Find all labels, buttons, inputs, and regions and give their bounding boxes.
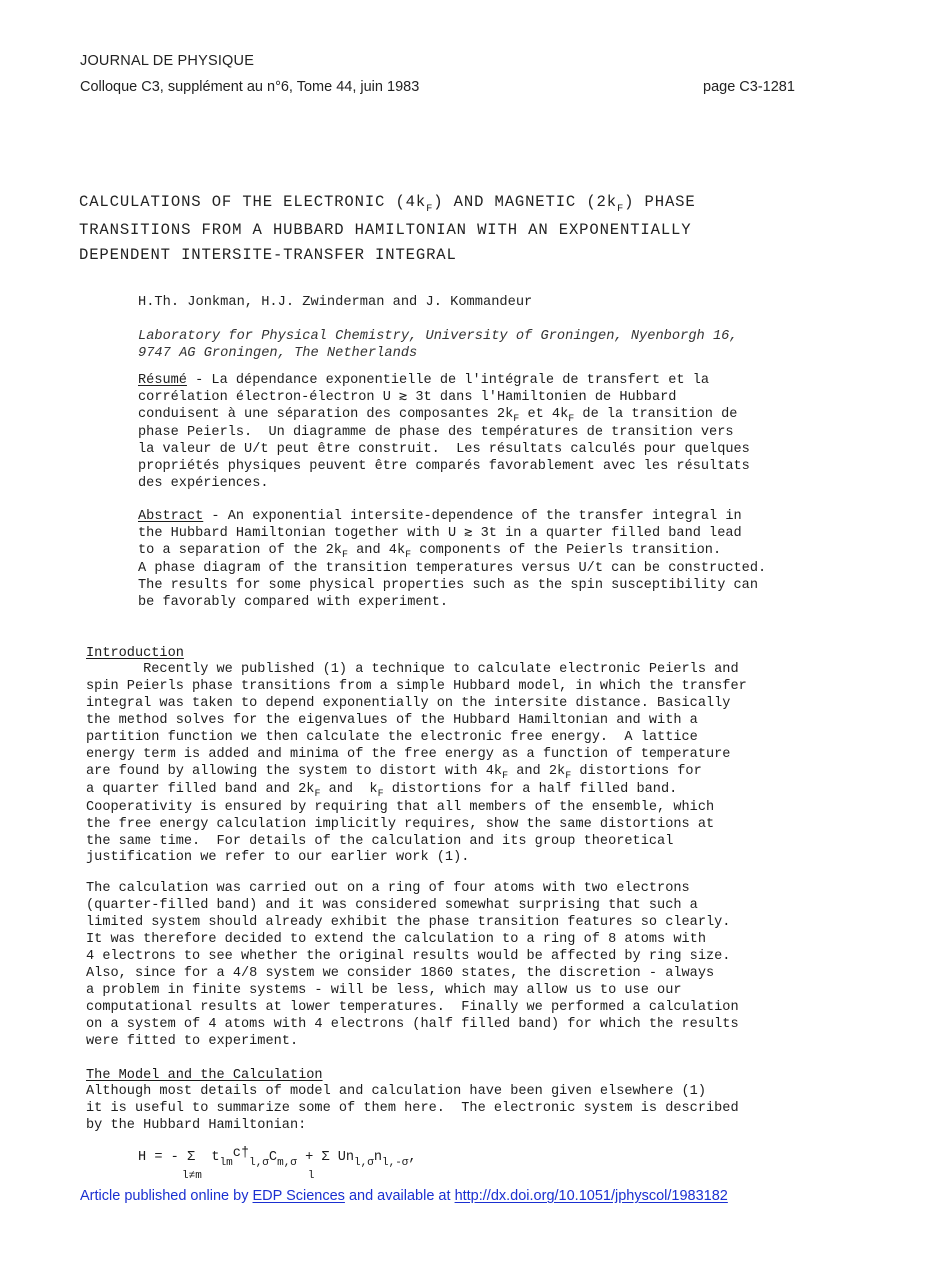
footer-middle: and available at xyxy=(344,1188,455,1204)
model-heading: The Model and the Calculation xyxy=(86,1068,323,1083)
resume-label: Résumé xyxy=(138,373,187,388)
eq-c-subscript: l,σ xyxy=(249,1157,269,1169)
affiliation-line2: 9747 AG Groningen, The Netherlands xyxy=(138,346,418,361)
page-reference: page C3-1281 xyxy=(703,79,795,95)
eq-c-dagger: c† xyxy=(232,1146,250,1161)
eq-tail: , xyxy=(408,1150,417,1165)
abstract-label: Abstract xyxy=(138,509,204,524)
title-line1-c: ) PHASE xyxy=(624,193,696,211)
eq-n-subscript-1: l,σ xyxy=(354,1157,374,1169)
doi-link[interactable]: http://dx.doi.org/10.1051/jphyscol/1983182 xyxy=(454,1188,728,1204)
title-line2: TRANSITIONS FROM A HUBBARD HAMILTONIAN WITH AN EXPONENTIALLY xyxy=(79,220,692,239)
paper-title xyxy=(79,190,696,269)
affiliation-line1: Laboratory for Physical Chemistry, University of Groningen, Nyenborgh 16, xyxy=(138,329,738,344)
eq-n-subscript-2: l,-σ xyxy=(382,1157,409,1169)
eq-c: C xyxy=(268,1150,278,1165)
subscript-f: F xyxy=(502,770,509,782)
eq-sum2-index: l xyxy=(307,1170,315,1182)
subscript-f: F xyxy=(314,788,321,800)
footer-prefix: Article published online by xyxy=(80,1188,253,1204)
title-line1-b: ) AND MAGNETIC (2k xyxy=(433,193,617,211)
title-line1-a: CALCULATIONS OF THE ELECTRONIC (4k xyxy=(79,193,427,211)
eq-c2-subscript: m,σ xyxy=(277,1157,297,1169)
subscript-f: F xyxy=(341,549,348,561)
authors: H.Th. Jonkman, H.J. Zwinderman and J. Kommandeur xyxy=(138,295,533,310)
title-line3: DEPENDENT INTERSITE-TRANSFER INTEGRAL xyxy=(79,246,457,264)
model-paragraph: Although most details of model and calculation have been given elsewhere (1) it is useful to summarize some of them here. The electronic system is described by the Hubbard Hamiltonian: xyxy=(86,1084,739,1133)
title-subscript-f-1: F xyxy=(426,203,434,215)
subscript-f: F xyxy=(513,413,520,425)
subscript-f: F xyxy=(565,770,572,782)
introduction-paragraph-2: The calculation was carried out on a ring of four atoms with two electrons (quarter-filled band) and it was considered somewhat surprising that such a limited system should already exhibit the phase transition features so clearly. It was therefore decided to extend the calculation to a ring of 8 atoms with 4 electrons to see whether the original results would be affected by ring size. Also, since for a 4/8 system we consider 1860 states, the discretion - always a problem in finite systems - will be less, which may allow us to use our computational results at lower temperatures. Finally we performed a calculation on a system of 4 atoms with 4 electrons (half filled band) for which the results were fitted to experiment. xyxy=(86,881,739,1049)
eq-t-subscript: lm xyxy=(219,1157,233,1169)
title-subscript-f-2: F xyxy=(616,203,625,215)
resume-text: - La dépendance exponentielle de l'intégrale de transfert et la corrélation électron-électron U ≳ 3t dans l'Hamiltonien de Hubbard conduisent à une séparation des composantes $2k_F$ et $4k_F$ de la transition de phase Peierls. Un diagramme de phase des températures de transition vers la valeur de U/t peut être construit. Les résultats calculés pour quelques propriétés physiques peuvent être comparés favorablement avec les résultats des expériences. xyxy=(138,373,750,491)
hubbard-equation xyxy=(138,1146,417,1182)
eq-sum1-index: l≠m xyxy=(182,1170,202,1182)
abstract-text: - An exponential intersite-dependence of the transfer integral in the Hubbard Hamiltonian together with U ≳ 3t in a quarter filled band lead to a separation of the $2k_F$ and $4k_F$ components of the Peierls transition. A phase diagram of the transition temperatures versus U/t can be constructed. The results for some physical properties such as the spin susceptibility can be favorably compared with experiment. xyxy=(138,509,767,610)
introduction-heading: Introduction xyxy=(86,646,184,661)
introduction-paragraph-1: Recently we published (1) a technique to calculate electronic Peierls and spin Peierls phase transitions from a simple Hubbard model, in which the transfer integral was taken to depend exponentially on the intersite distance. Basically the method solves for the eigenvalues of the Hubbard Hamiltonian and with a partition function we then calculate the electronic free energy. A lattice energy term is added and minima of the free energy as a function of temperature are found by allowing the system to distort with $4k_F$ and $2k_F$ distortions for a quarter filled band and $2k_F$ and $k_F$ distortions for a half filled band. Cooperativity is ensured by requiring that all members of the ensemble, which the free energy calculation implicitly requires, show the same distortions at the same time. For details of the calculation and its group theoretical justification we refer to our earlier work (1). xyxy=(86,662,747,866)
eq-n: n xyxy=(373,1150,382,1165)
subscript-f: F xyxy=(405,549,412,561)
resume-paragraph xyxy=(138,373,750,493)
subscript-f: F xyxy=(568,413,575,425)
eq-lhs: H = - Σ t xyxy=(138,1150,220,1165)
publication-footer xyxy=(80,1188,728,1204)
abstract-paragraph xyxy=(138,509,766,612)
subscript-f: F xyxy=(377,788,384,800)
journal-name: JOURNAL DE PHYSIQUE xyxy=(80,53,255,69)
edp-sciences-link[interactable]: EDP Sciences xyxy=(252,1188,345,1204)
eq-plus-un: + Σ Un xyxy=(296,1150,355,1165)
affiliation xyxy=(138,328,738,362)
issue-info: Colloque C3, supplément au n°6, Tome 44, juin 1983 xyxy=(80,79,420,95)
